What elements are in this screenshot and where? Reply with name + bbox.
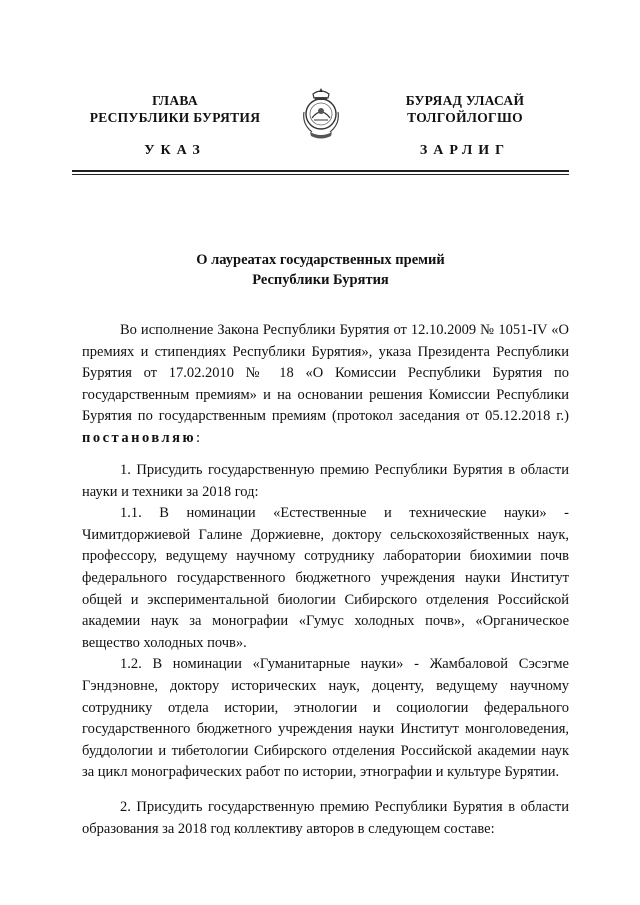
header-left: [70, 92, 280, 126]
decree-label-bua: ЗАРЛИГ: [419, 143, 511, 158]
section-1-item-1: 1.1. В номинации «Естественные и технические науки» - Чимитдоржиевой Галине Доржиевне, доктору сельскохозяйственных наук, профессору, ведущему научному сотруднику лаборатории биохимии почв федерального государственного бюджетного учреждения науки Институт общей и экспериментальной биологии Сибирского отделения Российской академии наук за монографии «Гумус холодных почв», «Органическое вещество холодных почв».: [82, 505, 569, 651]
header-left-line2: РЕСПУБЛИКИ БУРЯТИЯ: [89, 110, 261, 125]
title-line1: О лауреатах государственных премий: [196, 252, 445, 268]
title-line2: Республики Бурятия: [252, 272, 389, 288]
preamble-text: Во исполнение Закона Республики Бурятия от 12.10.2009 № 1051-IV «О премиях и стипендиях Республики Бурятия», указа Президента Республики Бурятия от 17.02.2010 № 18 «О Комиссии Республики Бурятия по государственным премиям» и на основании решения Комиссии Республики Бурятия по государственным премиям (протокол заседания от 05.12.2018 г.): [82, 322, 569, 425]
coat-of-arms-emblem: [298, 82, 344, 142]
decree-colon: :: [196, 429, 201, 446]
header-rule-thin: [72, 174, 569, 175]
header-right-line1: БУРЯАД УЛАСАЙ: [405, 93, 525, 108]
section-2-intro: 2. Присудить государственную премию Республики Бурятия в области образования за 2018 год коллективу авторов в следующем составе:: [82, 799, 569, 837]
header-rule-thick: [72, 170, 569, 172]
preamble: [82, 320, 569, 450]
section-2: [82, 797, 569, 840]
section-1-item-2: 1.2. В номинации «Гуманитарные науки» - Жамбаловой Сэсэгме Гэндэновне, доктору исторических наук, доценту, ведущему научному сотруднику отдела истории, этнологии и социологии федерального государственного бюджетного учреждения науки Институт монголоведения, буддологии и тибетологии Сибирского отделения Российской академии наук за цикл монографических работ по истории, этнографии и культуре Бурятии.: [82, 656, 569, 781]
document-title: [72, 250, 569, 290]
section-1: [82, 460, 569, 784]
decree-label-ru: УКАЗ: [144, 143, 206, 158]
header-left-line1: ГЛАВА: [152, 93, 198, 108]
header-right-line2: ТОЛГОЙЛОГШО: [407, 110, 523, 125]
header-right: [370, 92, 560, 126]
section-1-intro: 1. Присудить государственную премию Республики Бурятия в области науки и техники за 2018 год:: [82, 462, 569, 500]
preamble-paragraph: [82, 320, 569, 450]
decree-word: постановляю: [82, 429, 197, 446]
